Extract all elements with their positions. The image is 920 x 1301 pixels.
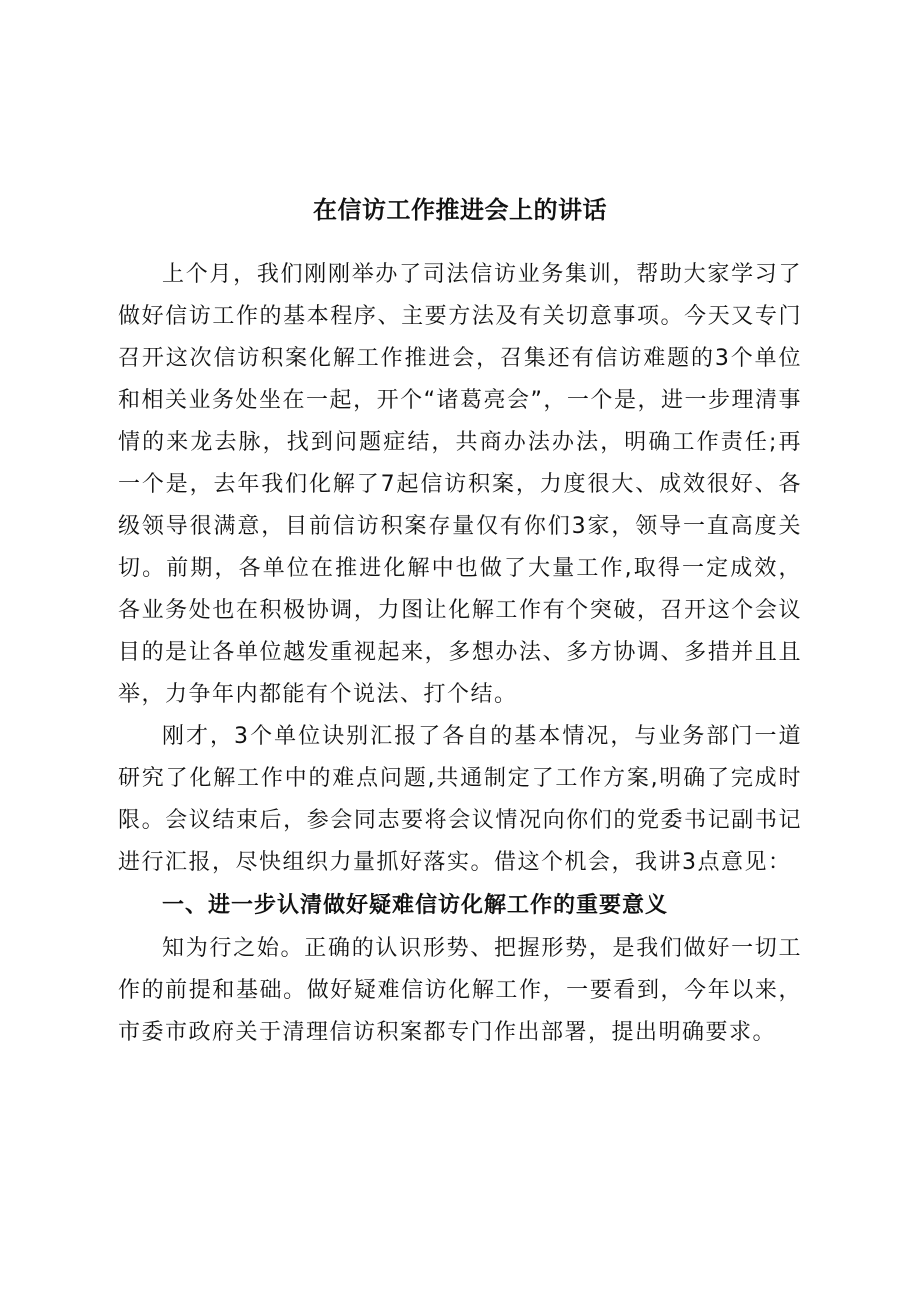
section-heading-1: 一、进一步认清做好疑难信访化解工作的重要意义 [162, 893, 669, 918]
paragraph-3: 知为行之始。正确的认识形势、把握形势，是我们做好一切工作的前提和基础。做好疑难信访化解工作，一要看到，今年以来，市委市政府关于清理信访积案都专门作出部署，提出明确要求。 [118, 936, 802, 1045]
document-body [118, 254, 802, 1054]
paragraph-2: 刚才，3个单位诀别汇报了各自的基本情况，与业务部门一道研究了化解工作中的难点问题,共通制定了工作方案,明确了完成时限。会议结束后，参会同志要将会议情况向你们的党委书记副书记进行汇报，尽快组织力量抓好落实。借这个机会，我讲3点意见： [118, 724, 802, 875]
document-title: 在信访工作推进会上的讲话 [313, 196, 607, 224]
paragraph-1: 上个月，我们刚刚举办了司法信访业务集训，帮助大家学习了做好信访工作的基本程序、主要方法及有关切意事项。今天又专门召开这次信访积案化解工作推进会，召集还有信访难题的3个单位和相关业务处坐在一起，开个“诸葛亮会”，一个是，进一步理清事情的来龙去脉，找到问题症结，共商办法办法，明确工作责任;再一个是，去年我们化解了7起信访积案，力度很大、成效很好、各级领导很满意，目前信访积案存量仅有你们3家，领导一直高度关切。前期，各单位在推进化解中也做了大量工作,取得一定成效，各业务处也在积极协调，力图让化解工作有个突破，召开这个会议目的是让各单位越发重视起来，多想办法、多方协调、多措并且且举，力争年内都能有个说法、打个结。 [118, 262, 802, 707]
